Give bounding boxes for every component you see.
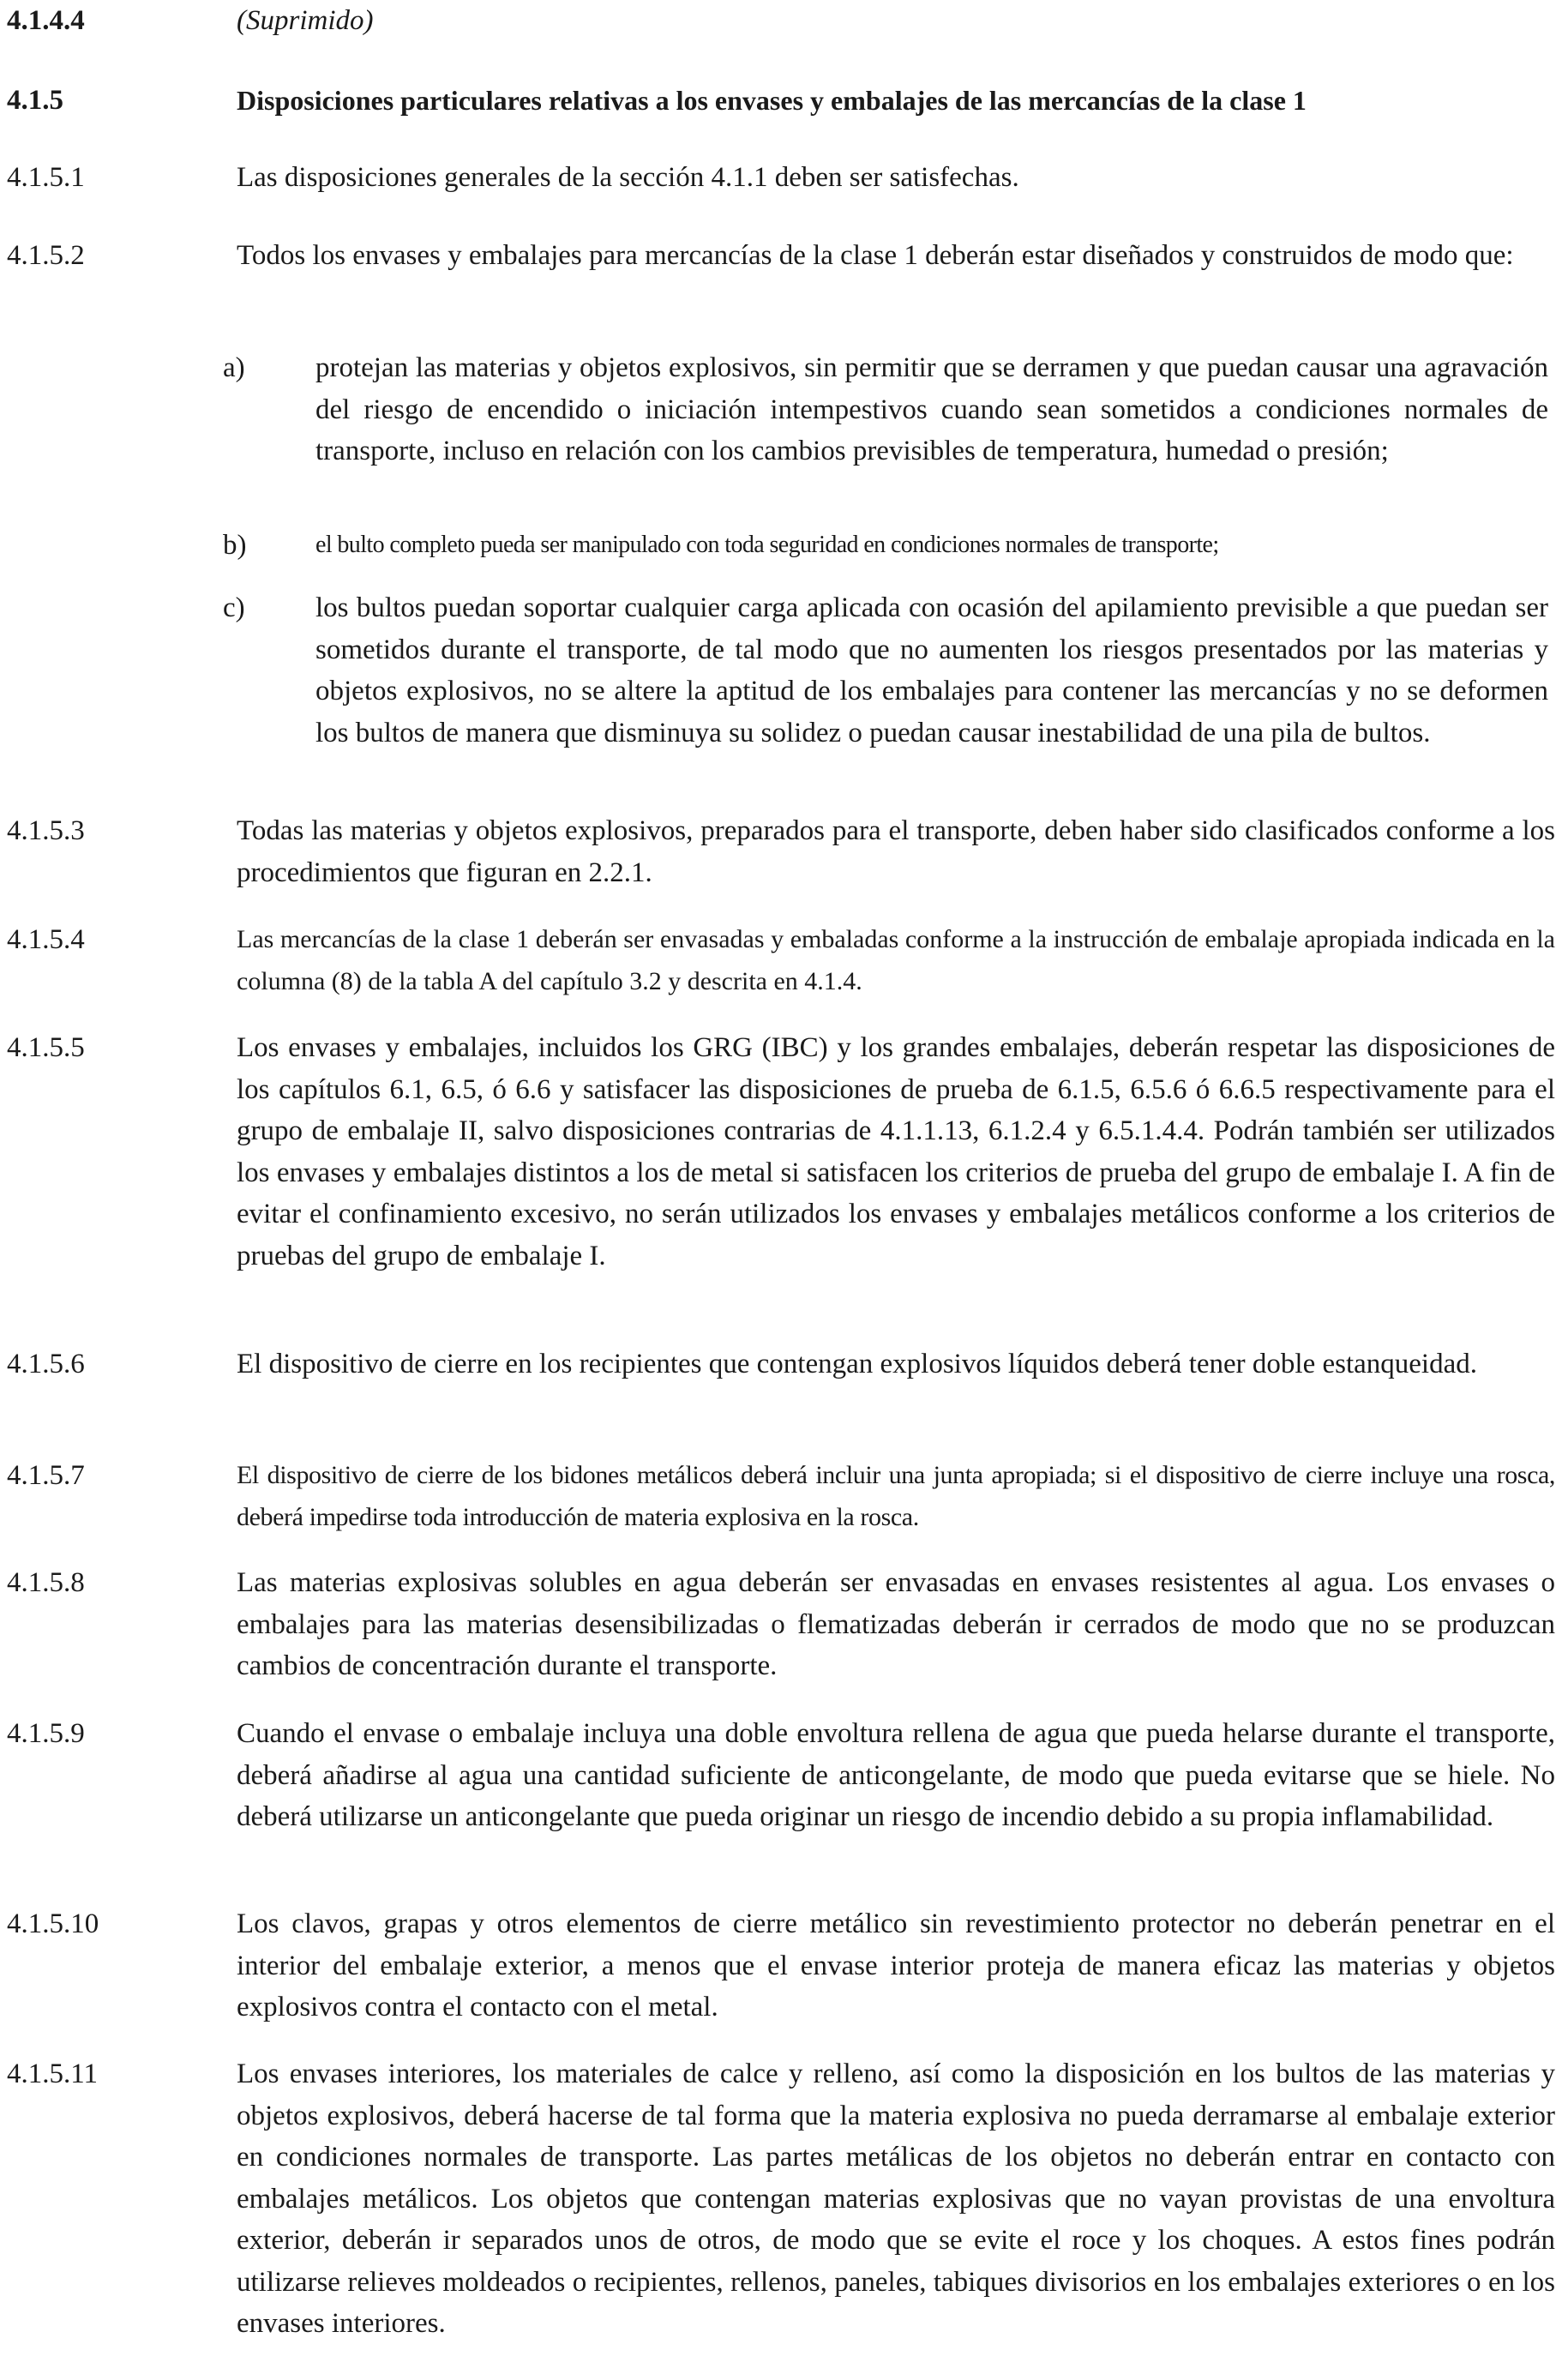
section-number: 4.1.5.5 — [7, 1032, 85, 1063]
section-number: 4.1.5.11 — [7, 2058, 99, 2089]
section-number: 4.1.4.4 — [7, 5, 85, 36]
section-number: 4.1.5.1 — [7, 162, 85, 193]
item-label: c) — [223, 592, 245, 623]
item-text: protejan las materias y objetos explosivos, sin permitir que se derramen y que puedan causar una agravación del riesgo de encendido o iniciación intempestivos cuando sean sometidos a condiciones normales de transporte, incluso en relación con los cambios previsibles de temperatura, humedad o presión; — [315, 352, 1548, 466]
section-number: 4.1.5.4 — [7, 924, 85, 955]
section-number: 4.1.5.2 — [7, 240, 85, 271]
item-label: b) — [223, 530, 247, 561]
section-number: 4.1.5.6 — [7, 1349, 85, 1379]
section-number: 4.1.5.7 — [7, 1460, 85, 1491]
section-number: 4.1.5 — [7, 85, 63, 116]
section-number: 4.1.5.8 — [7, 1567, 85, 1598]
item-label: a) — [223, 352, 245, 383]
section-text: El dispositivo de cierre de los bidones metálicos deberá incluir una junta apropiada; si el dispositivo de cierre incluye una rosca, deberá impedirse toda introducción de materia explosiva en la rosca. — [237, 1461, 1555, 1531]
section-text: Cuando el envase o embalaje incluya una doble envoltura rellena de agua que pueda helarse durante el transporte, deberá añadirse al agua una cantidad suficiente de anticongelante, de modo que pueda evitarse que se hiele. No deberá utilizarse un anticongelante que pueda originar un riesgo de incendio debido a su propia inflamabilidad. — [237, 1718, 1555, 1832]
item-text: los bultos puedan soportar cualquier carga aplicada con ocasión del apilamiento previsible a que puedan ser sometidos durante el transporte, de tal modo que no aumenten los riesgos presentados por las materias y objetos explosivos, no se altere la aptitud de los embalajes para contener las mercancías y no se deformen los bultos de manera que disminuya su solidez o puedan causar inestabilidad de una pila de bultos. — [315, 592, 1548, 748]
section-text: (Suprimido) — [237, 5, 374, 36]
section-text: Las disposiciones generales de la sección 4.1.1 deben ser satisfechas. — [237, 162, 1019, 193]
section-text: El dispositivo de cierre en los recipientes que contengan explosivos líquidos deberá tener doble estanqueidad. — [237, 1349, 1477, 1379]
section-text: Los envases y embalajes, incluidos los GRG (IBC) y los grandes embalajes, deberán respetar las disposiciones de los capítulos 6.1, 6.5, ó 6.6 y satisfacer las disposiciones de prueba de 6.1.5, 6.5.6 ó 6.6.5 respectivamente para el grupo de embalaje II, salvo disposiciones contrarias de 4.1.1.13, 6.1.2.4 y 6.5.1.4.4. Podrán también ser utilizados los envases y embalajes distintos a los de metal si satisfacen los criterios de prueba del grupo de embalaje I. A fin de evitar el confinamiento excesivo, no serán utilizados los envases y embalajes metálicos conforme a los criterios de pruebas del grupo de embalaje I. — [237, 1032, 1555, 1271]
section-text: Las mercancías de la clase 1 deberán ser envasadas y embaladas conforme a la instrucción de embalaje apropiada indicada en la columna (8) de la tabla A del capítulo 3.2 y descrita en 4.1.4. — [237, 925, 1555, 995]
section-text: Todos los envases y embalajes para mercancías de la clase 1 deberán estar diseñados y construidos de modo que: — [237, 240, 1514, 271]
section-text: Los clavos, grapas y otros elementos de cierre metálico sin revestimiento protector no deberán penetrar en el interior del embalaje exterior, a menos que el envase interior proteja de manera eficaz las materias y objetos explosivos contra el contacto con el metal. — [237, 1908, 1555, 2022]
section-text: Las materias explosivas solubles en agua deberán ser envasadas en envases resistentes al agua. Los envases o embalajes para las materias desensibilizadas o flematizadas deberán ir cerrados de modo que no se produzcan cambios de concentración durante el transporte. — [237, 1567, 1555, 1681]
section-number: 4.1.5.3 — [7, 815, 85, 846]
section-text: Todas las materias y objetos explosivos, preparados para el transporte, deben haber sido clasificados conforme a los procedimientos que figuran en 2.2.1. — [237, 815, 1555, 888]
section-heading: Disposiciones particulares relativas a los envases y embalajes de las mercancías de la clase 1 — [237, 85, 1307, 116]
item-text: el bulto completo pueda ser manipulado con toda seguridad en condiciones normales de transporte; — [315, 532, 1219, 558]
section-text: Los envases interiores, los materiales de calce y relleno, así como la disposición en los bultos de las materias y objetos explosivos, deberá hacerse de tal forma que la materia explosiva no pueda derramarse al embalaje exterior en condiciones normales de transporte. Las partes metálicas de los objetos no deberán entrar en contacto con embalajes metálicos. Los objetos que contengan materias explosivas que no vayan provistas de una envoltura exterior, deberán ir separados unos de otros, de modo que se evite el roce y los choques. A estos fines podrán utilizarse relieves moldeados o recipientes, rellenos, paneles, tabiques divisorios en los embalajes exteriores o en los envases interiores. — [237, 2058, 1555, 2339]
section-number: 4.1.5.9 — [7, 1718, 85, 1749]
section-number: 4.1.5.10 — [7, 1908, 99, 1939]
